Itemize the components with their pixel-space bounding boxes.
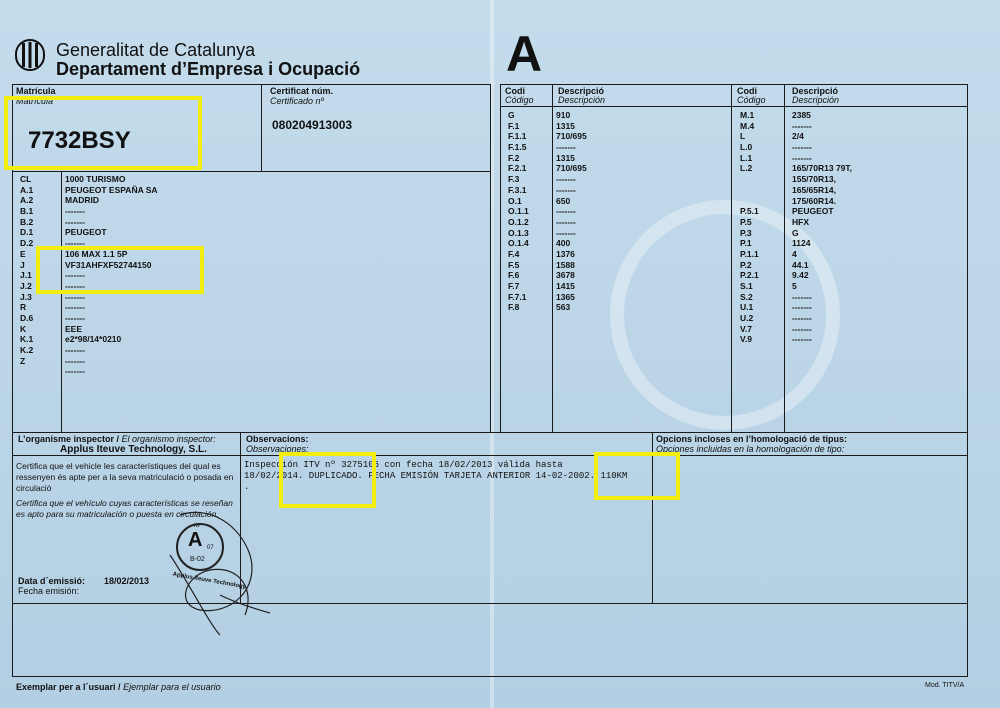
inspector-name: Applus Iteuve Technology, S.L. [60, 444, 207, 455]
mid-code: F.2 [508, 152, 520, 163]
left-code: B.1 [20, 206, 34, 217]
right-value: HFX [792, 216, 809, 227]
right-codi-label-es: Código [737, 95, 766, 105]
right-value: 2385 [792, 110, 811, 120]
mid-value: 1315 [556, 120, 575, 131]
right-code: P.5 [740, 216, 752, 227]
stamp-code: B-02 [190, 556, 205, 563]
inspector-cert-ca: Certifica que el vehicle les característiques del qual es ressenyen és apte per a la seva matriculació o posada en circulació [16, 461, 234, 493]
left-value: ------- [65, 206, 85, 217]
matricula-value: 7732BSY [28, 127, 131, 154]
right-value: ------- [792, 120, 812, 131]
right-code: U.2 [740, 313, 754, 324]
left-code: B.2 [20, 216, 34, 227]
left-code: D.1 [20, 227, 34, 238]
left-code: K [20, 323, 27, 334]
mid-code: F.1.5 [508, 142, 527, 153]
right-value: 165/70R13 79T, [792, 163, 853, 174]
right-code: S.2 [740, 291, 753, 302]
mid-codi-label-es: Código [505, 95, 534, 105]
right-code [740, 174, 759, 185]
mid-value: ------- [556, 227, 576, 238]
left-col-divider [61, 171, 62, 433]
right-code: V.7 [740, 323, 752, 334]
right-value: ------- [792, 291, 812, 302]
mid-value: 650 [556, 195, 571, 206]
mid-code: F.5 [508, 259, 520, 270]
emission-date-label-es: Fecha emisión: [18, 586, 80, 596]
observacions-label: Observacions: [246, 434, 309, 444]
right-value: ------- [792, 334, 812, 345]
left-code: D.6 [20, 312, 34, 323]
mid-value: 710/695 [556, 131, 587, 142]
right-value: ------- [792, 313, 812, 324]
stamp-num: 07 [207, 545, 214, 551]
right-code: P.5.1 [740, 206, 759, 217]
mid-code: O.1.1 [508, 206, 529, 217]
mid-col-divider [552, 84, 553, 433]
mid-value: 910 [556, 110, 571, 120]
emission-date-label: Data d´emissió: [18, 576, 86, 586]
mid-value: 1315 [556, 152, 575, 163]
mid-code: O.1.2 [508, 216, 529, 227]
left-value: ------- [65, 270, 85, 281]
highlight-matricula [4, 96, 202, 170]
left-value: ------- [65, 280, 85, 291]
mid-value: ------- [556, 174, 576, 185]
signature-icon [150, 495, 280, 640]
observacions-label-es: Observaciones: [246, 444, 309, 454]
mid-header-line [500, 106, 732, 107]
right-code [740, 196, 759, 207]
mid-code: G [508, 110, 515, 120]
right-code: P.2.1 [740, 270, 759, 281]
left-value: VF31AHFXF52744150 [65, 259, 152, 270]
mid-codi-label: Codi [505, 86, 525, 96]
left-value: 1000 TURISMO [65, 174, 126, 184]
left-code: J [20, 259, 25, 270]
right-value: 2/4 [792, 131, 804, 142]
right-codi-label: Codi [737, 86, 757, 96]
right-code: P.1 [740, 238, 752, 249]
right-value: 165/65R14, [792, 184, 836, 195]
highlight-vin [36, 246, 204, 294]
mid-code: O.1.3 [508, 227, 529, 238]
certificat-label-es: Certificado nº [270, 96, 324, 106]
right-code: S.1 [740, 281, 753, 291]
mid-code: O.1 [508, 195, 522, 206]
left-code: J.3 [20, 291, 32, 302]
left-code: D.2 [20, 238, 34, 249]
matricula-label-es: Matrícula [16, 96, 54, 106]
right-code: L.1 [740, 152, 753, 163]
mid-value: ------- [556, 206, 576, 217]
right-value: 175/60R14. [792, 195, 836, 206]
left-value: ------- [65, 216, 85, 227]
mid-code: F.1.1 [508, 131, 527, 142]
observacions-line1: Inspección ITV nº 3275106 con fecha 18/02/2013 válida hasta [244, 460, 563, 470]
right-value: 9.42 [792, 270, 809, 281]
certificat-value: 080204913003 [272, 118, 353, 132]
right-value: 1124 [792, 238, 811, 249]
stamp-letter: A [188, 529, 203, 551]
right-code: V.9 [740, 334, 752, 345]
mid-desc-label-es: Descripción [558, 95, 606, 105]
mid-code: F.1 [508, 120, 520, 131]
mid-value: 1415 [556, 281, 575, 291]
mid-value: 400 [556, 238, 571, 249]
left-code: CL [20, 174, 32, 184]
mid-value: 1588 [556, 259, 575, 270]
right-value: G [792, 227, 799, 238]
mid-value: 1376 [556, 248, 575, 259]
left-value: 106 MAX 1.1 5P [65, 248, 128, 259]
stamp-company: Applus Iteuve Technology [172, 571, 247, 591]
certificat-label: Certificat núm. [270, 86, 334, 96]
right-codes-column [740, 110, 759, 345]
left-value: ------- [65, 366, 85, 377]
right-value: ------- [792, 302, 812, 313]
mid-values-column [556, 110, 587, 313]
observacions-line2: 18/02/2014. DUPLICADO. FECHA EMISIÓN TARJETA ANTERIOR 14-02-2002. 110KM [244, 471, 628, 481]
mid-code: F.8 [508, 302, 520, 313]
matricula-label: Matrícula [16, 86, 56, 96]
header-line2: Departament d’Empresa i Ocupació [56, 59, 361, 79]
right-col-divider [784, 84, 785, 433]
right-code: P.1.1 [740, 248, 759, 259]
right-values-column [792, 110, 852, 345]
right-value: ------- [792, 152, 812, 163]
mid-value: ------- [556, 142, 576, 153]
left-code: J.2 [20, 280, 32, 291]
left-code: A.1 [20, 184, 34, 195]
left-value: ------- [65, 355, 85, 366]
mid-value: 1365 [556, 291, 575, 302]
left-value: ------- [65, 238, 85, 249]
mid-code: O.1.4 [508, 238, 529, 249]
left-code: R [20, 302, 27, 313]
left-value: MADRID [65, 195, 99, 206]
right-code: P.3 [740, 227, 752, 238]
right-code: M.4 [740, 120, 755, 131]
right-value: ------- [792, 323, 812, 334]
mid-desc-label: Descripció [558, 86, 605, 96]
mid-code: F.6 [508, 270, 520, 281]
right-header-line [731, 106, 968, 107]
right-value: 5 [792, 281, 797, 291]
emission-date-value: 18/02/2013 [104, 576, 150, 586]
footer-label-es: Ejemplar para el usuario [123, 682, 221, 692]
highlight-itv-number [279, 452, 376, 508]
left-value: ------- [65, 345, 85, 355]
right-value: PEUGEOT [792, 206, 834, 217]
mid-value: 563 [556, 302, 571, 313]
left-code: Z [20, 355, 26, 366]
generalitat-logo-icon [14, 38, 46, 72]
right-value: 44.1 [792, 259, 809, 270]
right-desc-label: Descripció [792, 86, 839, 96]
mid-value: ------- [556, 184, 576, 195]
mid-code: F.7.1 [508, 291, 527, 302]
left-value: ------- [65, 291, 85, 302]
left-value: e2*98/14*0210 [65, 334, 122, 345]
right-code [740, 185, 759, 196]
mid-code: F.2.1 [508, 163, 527, 174]
observacions-line3: . [244, 482, 250, 492]
right-code: L.0 [740, 142, 753, 153]
left-codes-column [20, 174, 33, 366]
right-value: ------- [792, 142, 812, 153]
right-value: 4 [792, 248, 797, 259]
footer-label-ca: Exemplar per a l´usuari / [16, 682, 121, 692]
right-code: L [740, 131, 746, 142]
opcions-label-es: Opciones incluidas en la homologación de tipo: [656, 444, 845, 454]
mid-code: F.3 [508, 174, 520, 185]
left-code: A.2 [20, 195, 34, 206]
inspector-label-ca: L’organisme inspector / [18, 434, 120, 444]
bottom-header-line [12, 455, 968, 456]
mid-code: F.4 [508, 248, 520, 259]
mid-code: F.7 [508, 281, 520, 291]
mid-data-box [500, 84, 732, 433]
header-line1: Generalitat de Catalunya [56, 40, 256, 60]
opcions-label: Opcions incloses en l’homologació de tipus: [656, 434, 848, 444]
mid-code: F.3.1 [508, 184, 527, 195]
stamp-itv: itv [194, 523, 200, 529]
highlight-km [594, 452, 680, 500]
right-code: U.1 [740, 302, 754, 313]
mid-codes-column [508, 110, 529, 313]
mid-value: 3678 [556, 270, 575, 281]
right-value: 155/70R13, [792, 174, 836, 185]
left-code: K.1 [20, 334, 34, 345]
left-code: E [20, 248, 26, 259]
mid-value: 710/695 [556, 163, 587, 174]
mid-value: ------- [556, 216, 576, 227]
form-letter: A [506, 26, 543, 82]
left-code: J.1 [20, 270, 32, 281]
left-value: EEE [65, 323, 83, 334]
right-code: M.1 [740, 110, 755, 120]
left-value: PEUGEOT [65, 227, 107, 238]
right-code: P.2 [740, 259, 752, 270]
left-value: ------- [65, 312, 85, 323]
right-desc-label-es: Descripción [792, 95, 840, 105]
left-value: ------- [65, 302, 85, 313]
footer-label [16, 682, 221, 693]
left-value: PEUGEOT ESPAÑA SA [65, 184, 158, 195]
right-code: L.2 [740, 163, 753, 174]
inspector-label-es: El organismo inspector: [121, 434, 216, 444]
form-model: Mod. TITV/A [925, 682, 965, 689]
inspector-cert-es: Certifica que el vehículo cuyas características se reseñan es apto para su matriculación o puesta en circulación. [16, 498, 233, 519]
left-code: K.2 [20, 345, 34, 355]
